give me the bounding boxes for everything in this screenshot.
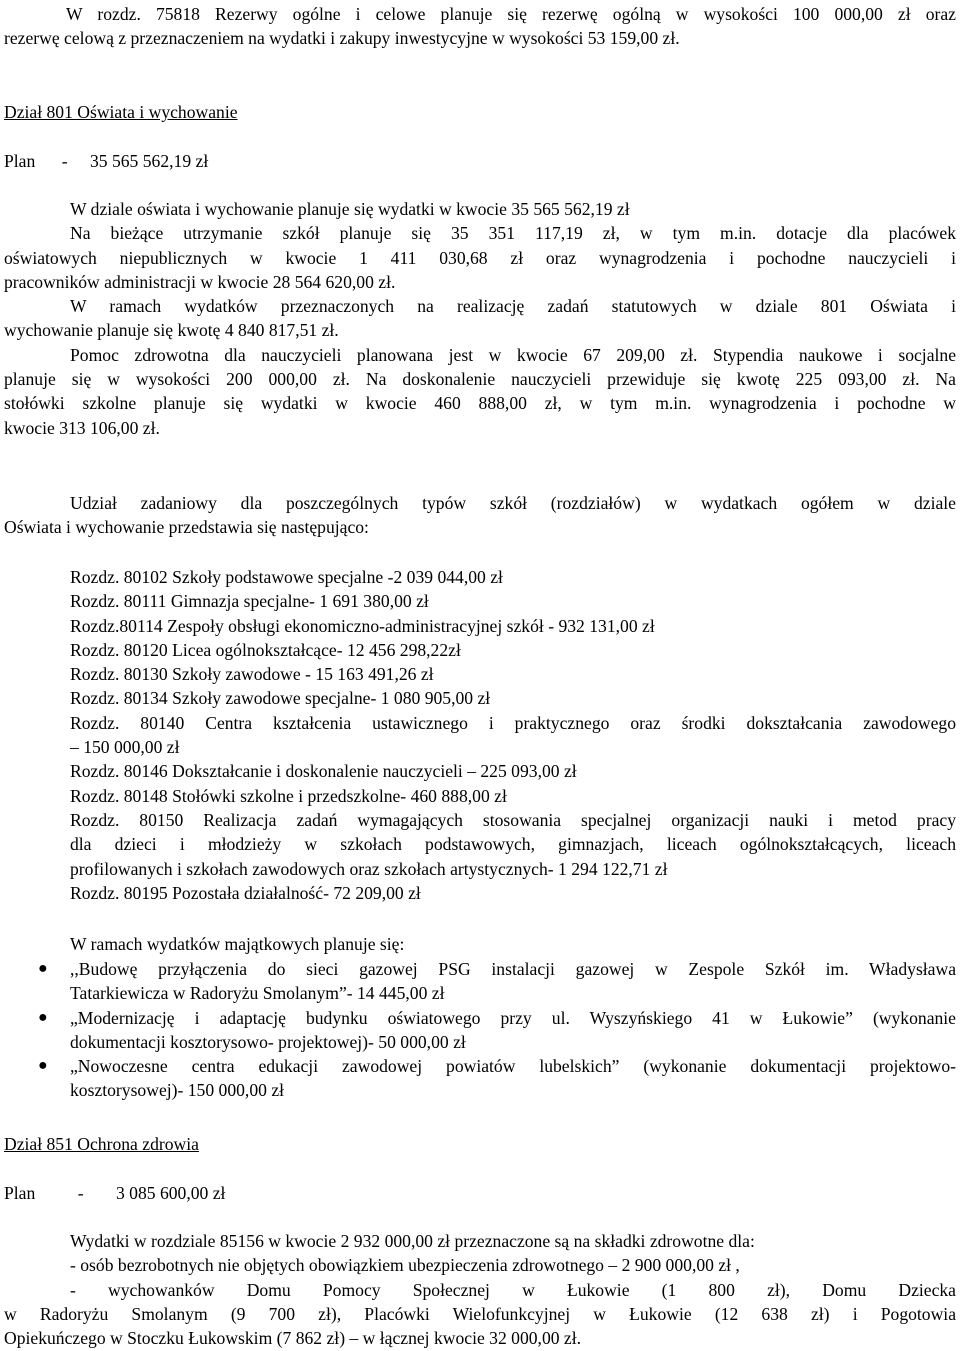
text-line: Udział zadaniowy dla poszczególnych typów szkół (rozdziałów) w wydatkach ogółem w dziale xyxy=(70,493,956,513)
text-line: kosztorysowej)- 150 000,00 zł xyxy=(70,1080,285,1101)
text-line: - wychowanków Domu Pomocy Społecznej w Łukowie (1 800 zł), Domu Dziecka xyxy=(70,1279,956,1300)
list-item: dla dzieci i młodzieży w szkołach podstawowych, gimnazjach, liceach ogólnokształcących, liceach xyxy=(70,834,956,855)
text-line: planuje się w wysokości 200 000,00 zł. Na doskonalenie nauczycieli przewiduje się kwotę 225 093,00 zł. Na xyxy=(4,369,956,390)
bullet-item xyxy=(4,957,956,1006)
list-item: – 150 000,00 zł xyxy=(70,737,180,758)
plan-dash: - xyxy=(61,151,68,171)
udzial-paragraph xyxy=(4,491,956,540)
text-line: W rozdz. 75818 Rezerwy ogólne i celowe planuje się rezerwę ogólną w wysokości 100 000,00 zł oraz xyxy=(66,4,956,24)
list-item: Rozdz. 80146 Dokształcanie i doskonalenie nauczycieli – 225 093,00 zł xyxy=(70,761,577,782)
bullet-icon: ● xyxy=(38,1008,48,1026)
text-line: rezerwę celową z przeznaczeniem na wydatki i zakupy inwestycyjne w wysokości 53 159,00 zł. xyxy=(4,28,680,49)
bullet-icon: ● xyxy=(38,1057,48,1075)
list-item: Rozdz. 80140 Centra kształcenia ustawicznego i praktycznego oraz środki dokształcania zawodowego xyxy=(70,712,956,733)
list-item: Rozdz. 80130 Szkoły zawodowe - 15 163 491,26 zł xyxy=(70,664,434,685)
majatkowe-intro xyxy=(70,932,956,956)
section-heading-851 xyxy=(4,1132,956,1156)
text-line: ,,Budowę przyłączenia do sieci gazowej PSG instalacji gazowej w Zespole Szkół im. Władysława xyxy=(70,959,956,979)
dzial-851-body xyxy=(4,1229,956,1350)
text-line: W dziale oświata i wychowanie planuje się wydatki w kwocie 35 565 562,19 zł xyxy=(70,199,630,219)
plan-value: 35 565 562,19 zł xyxy=(89,151,209,171)
text-line: stołówki szkolne planuje się wydatki w kwocie 460 888,00 zł, w tym m.in. wynagrodzenia i pochodne w xyxy=(4,393,956,414)
text-line: Opiekuńczego w Stoczku Łukowskim (7 862 zł) – w łącznej kwocie 32 000,00 zł. xyxy=(4,1328,582,1349)
majatkowe-list xyxy=(4,957,956,1103)
section-title: Dział 851 Ochrona zdrowia xyxy=(4,1134,199,1154)
text-line: oświatowych niepublicznych w kwocie 1 411 030,68 zł oraz wynagrodzenia i pochodne nauczycieli i xyxy=(4,247,956,268)
plan-label: Plan xyxy=(4,1183,36,1203)
plan-label: Plan xyxy=(4,151,36,171)
section-heading-801 xyxy=(4,100,956,124)
bullet-item xyxy=(4,1054,956,1103)
list-item: Rozdz. 80148 Stołówki szkolne i przedszkolne- 460 888,00 zł xyxy=(70,785,507,806)
text-line: dokumentacji kosztorysowo- projektowej)- 50 000,00 zł xyxy=(70,1031,466,1052)
list-item: Rozdz. 80111 Gimnazja specjalne- 1 691 380,00 zł xyxy=(70,591,429,612)
plan-801 xyxy=(4,149,956,173)
plan-value: 3 085 600,00 zł xyxy=(115,1183,226,1203)
text-line: W ramach wydatków przeznaczonych na realizację zadań statutowych w dziale 801 Oświata i xyxy=(70,296,956,317)
text-line: w Radoryżu Smolanym (9 700 zł), Placówki Wielofunkcyjnej w Łukowie (12 638 zł) i Pogotowia xyxy=(4,1303,956,1324)
bullet-icon: ● xyxy=(38,960,48,977)
plan-851 xyxy=(4,1181,956,1205)
list-item: Rozdz.80114 Zespoły obsługi ekonomiczno-administracyjnej szkół - 932 131,00 zł xyxy=(70,615,655,636)
text-line: Pomoc zdrowotna dla nauczycieli planowana jest w kwocie 67 209,00 zł. Stypendia naukowe i socjalne xyxy=(70,344,956,365)
text-line: Oświata i wychowanie przedstawia się następująco: xyxy=(4,517,369,538)
text-line: wychowanie planuje się kwotę 4 840 817,51 zł. xyxy=(4,320,339,341)
text-line: „Modernizację i adaptację budynku oświatowego przy ul. Wyszyńskiego 41 w Łukowie” (wykonanie xyxy=(70,1007,956,1028)
text-line: pracowników administracji w kwocie 28 564 620,00 zł. xyxy=(4,271,396,292)
text-line: Tatarkiewicza w Radoryżu Smolanym”- 14 445,00 zł xyxy=(70,983,445,1004)
section-title: Dział 801 Oświata i wychowanie xyxy=(4,102,238,122)
text-line: Na bieżące utrzymanie szkół planuje się 35 351 117,19 zł, w tym m.in. dotacje dla placówek xyxy=(70,223,956,244)
text-line: Wydatki w rozdziale 85156 w kwocie 2 932 000,00 zł przeznaczone są na składki zdrowotne dla: xyxy=(70,1231,755,1251)
dzial-801-body xyxy=(4,197,956,440)
list-item: Rozdz. 80150 Realizacja zadań wymagających stosowania specjalnej organizacji nauki i metod pracy xyxy=(70,809,956,830)
list-item: Rozdz. 80102 Szkoły podstawowe specjalne -2 039 044,00 zł xyxy=(70,567,503,587)
list-item: Rozdz. 80195 Pozostała działalność- 72 209,00 zł xyxy=(70,882,421,903)
text-line: kwocie 313 106,00 zł. xyxy=(4,417,160,438)
text-line: „Nowoczesne centra edukacji zawodowej powiatów lubelskich” (wykonanie dokumentacji projektowo- xyxy=(70,1056,956,1077)
text-line: W ramach wydatków majątkowych planuje się: xyxy=(70,934,405,954)
bullet-item xyxy=(4,1006,956,1055)
rezerwy-paragraph xyxy=(4,2,956,51)
text-line: - osób bezrobotnych nie objętych obowiązkiem ubezpieczenia zdrowotnego – 2 900 000,00 zł , xyxy=(70,1255,740,1276)
rozdzialy-list xyxy=(70,565,956,905)
list-item: Rozdz. 80134 Szkoły zawodowe specjalne- 1 080 905,00 zł xyxy=(70,688,491,709)
list-item: Rozdz. 80120 Licea ogólnokształcące- 12 456 298,22zł xyxy=(70,639,461,660)
plan-dash: - xyxy=(77,1183,84,1203)
list-item: profilowanych i szkołach zawodowych oraz szkołach artystycznych- 1 294 122,71 zł xyxy=(70,858,668,879)
